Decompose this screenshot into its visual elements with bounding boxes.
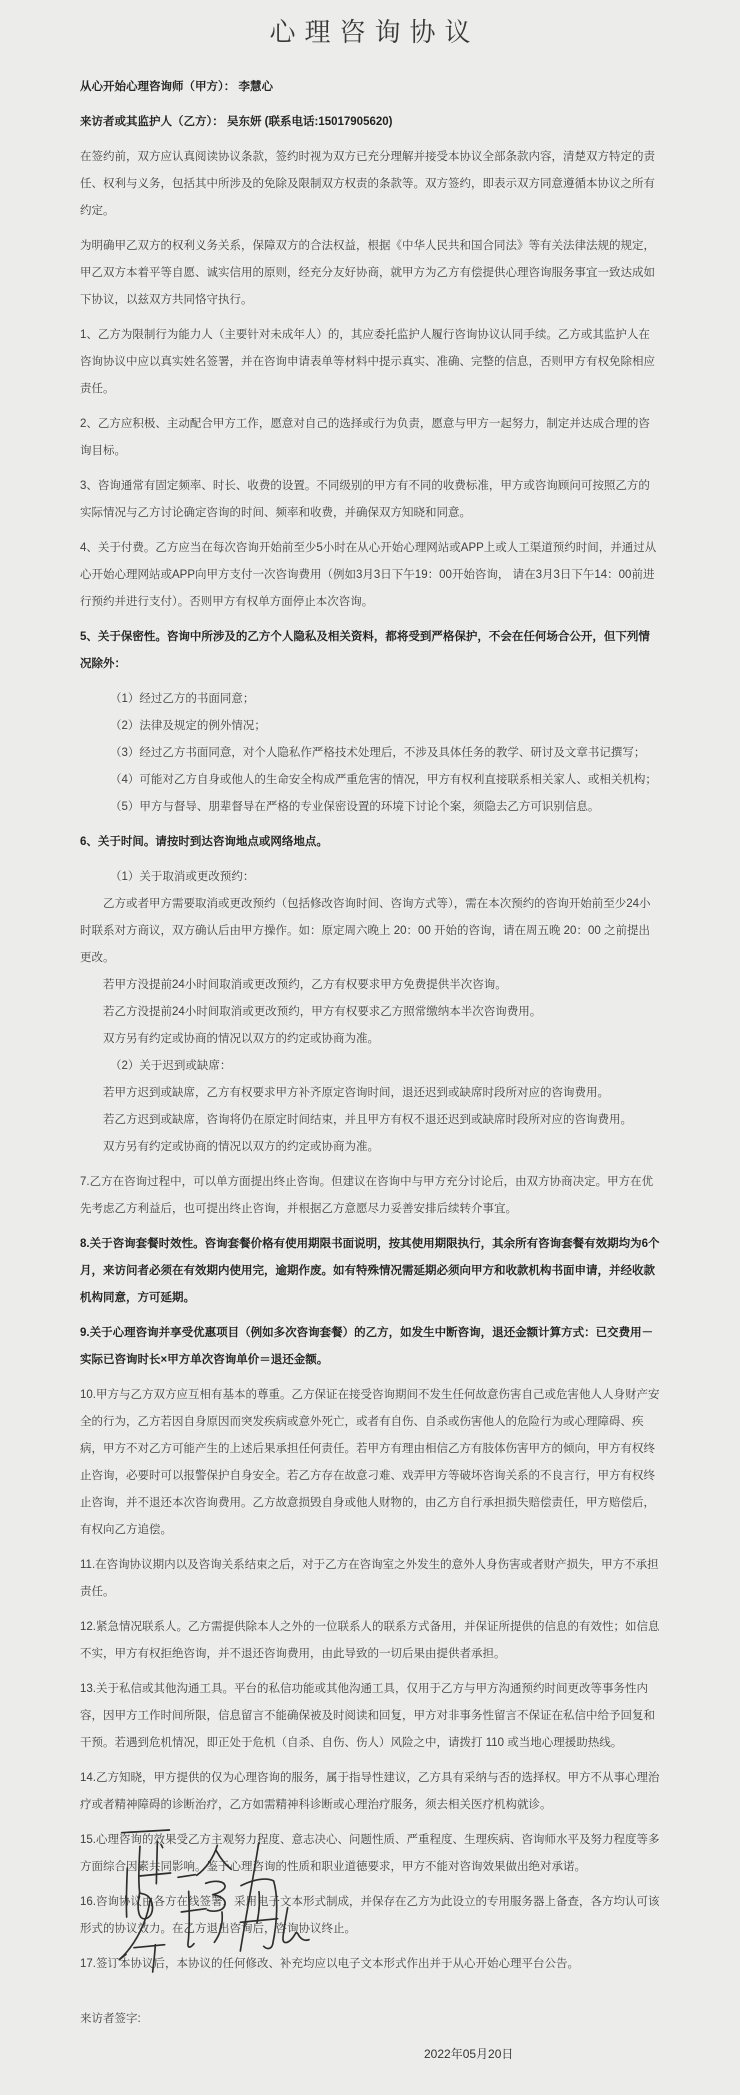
clause-paragraph: 5、关于保密性。咨询中所涉及的乙方个人隐私及相关资料，都将受到严格保护，不会在任何场合公开，但下列情况除外： — [80, 631, 650, 670]
clause-paragraph: （3）经过乙方书面同意，对个人隐私作严格技术处理后，不涉及具体任务的教学、研讨及文章书记撰写； — [110, 747, 646, 759]
clause-paragraph: 8.关于咨询套餐时效性。咨询套餐价格有使用期限书面说明，按其使用期限执行，其余所有咨询套餐有效期均为6个月，来访问者必须在有效期内使用完，逾期作废。如有特殊情况需延期必须向甲方和收款机构书面申请，并经收款机构同意，方可延期。 — [80, 1238, 660, 1304]
clause-paragraph: 双方另有约定或协商的情况以双方的约定或协商为准。 — [103, 1033, 379, 1045]
clause-paragraph: 12.紧急情况联系人。乙方需提供除本人之外的一位联系人的联系方式备用，并保证所提供的信息的有效性；如信息不实，甲方有权拒绝咨询，并不退还咨询费用，由此导致的一切后果由提供者承担。 — [80, 1621, 660, 1660]
signing-date: 2022年05月20日 — [424, 2047, 514, 2061]
clause-paragraph: （5）甲方与督导、朋辈督导在严格的专业保密设置的环境下讨论个案，须隐去乙方可识别信息。 — [110, 801, 600, 813]
clause-paragraph: 3、咨询通常有固定频率、时长、收费的设置。不同级别的甲方有不同的收费标准，甲方或咨询顾问可按照乙方的实际情况与乙方讨论确定咨询的时间、频率和收费，并确保双方知晓和同意。 — [80, 480, 650, 519]
clause-paragraph: 若乙方迟到或缺席，咨询将仍在原定时间结束，并且甲方有权不退还迟到或缺席时段所对应的咨询费用。 — [103, 1114, 632, 1126]
signature-image — [40, 1812, 360, 2012]
handwritten-signature — [40, 1812, 360, 2012]
clause-paragraph: （4）可能对乙方自身或他人的生命安全构成严重危害的情况，甲方有权利直接联系相关家人、或相关机构； — [110, 774, 657, 786]
clauses — [80, 144, 660, 1978]
clause-paragraph: 1、乙方为限制行为能力人（主要针对未成年人）的，其应委托监护人履行咨询协议认同手续。乙方或其监护人在咨询协议中应以真实姓名签署，并在咨询申请表单等材料中提示真实、准确、完整的信息，否则甲方有权免除相应责任。 — [80, 329, 655, 395]
clause-paragraph: （2）关于迟到或缺席： — [110, 1060, 232, 1072]
clause-paragraph: （2）法律及规定的例外情况； — [110, 720, 266, 732]
party-b-line: 来访者或其监护人（乙方）： 吴东妍 (联系电话:15017905620) — [80, 116, 393, 128]
clause-paragraph: 若甲方迟到或缺席，乙方有权要求甲方补齐原定咨询时间，退还迟到或缺席时段所对应的咨询费用。 — [103, 1087, 609, 1099]
clause-paragraph: 在签约前，双方应认真阅读协议条款，签约时视为双方已充分理解并接受本协议全部条款内容，清楚双方特定的责任、权利与义务，包括其中所涉及的免除及限制双方权责的条款等。双方签约，即表示双方同意遵循本协议之所有约定。 — [80, 151, 655, 217]
clause-paragraph: 17.签订本协议后，本协议的任何修改、补充均应以电子文本形式作出并于从心开始心理平台公告。 — [80, 1958, 579, 1970]
clause-paragraph: 4、关于付费。乙方应当在每次咨询开始前至少5小时在从心开始心理网站或APP上或人工渠道预约时间，并通过从心开始心理网站或APP向甲方支付一次咨询费用（例如3月3日下午19：00开始咨询， 请在3月3日下午14：00前进行预约并进行支付）。否则甲方有权单方面停止本次咨询。 — [80, 542, 657, 608]
clause-paragraph: 乙方或者甲方需要取消或更改预约（包括修改咨询时间、咨询方式等），需在本次预约的咨询开始前至少24小时联系对方商议，双方确认后由甲方操作。如：原定周六晚上 20：00 开始的咨询，请在周五晚 20：00 之前提出更改。 — [80, 898, 651, 964]
clause-paragraph: 10.甲方与乙方双方应互相有基本的尊重。乙方保证在接受咨询期间不发生任何故意伤害自己或危害他人人身财产安全的行为，乙方若因自身原因而突发疾病或意外死亡，或者有自伤、自杀或伤害他人的危险行为或心理障碍、疾病，甲方不对乙方可能产生的上述后果承担任何责任。若甲方有理由相信乙方有肢体伤害甲方的倾向，甲方有权终止咨询，必要时可以报警保护自身安全。若乙方存在故意刁难、戏弄甲方等破坏咨询关系的不良言行，甲方有权终止咨询，并不退还本次咨询费用。乙方故意损毁自身或他人财物的，由乙方自行承担损失赔偿责任，甲方赔偿后，有权向乙方追偿。 — [80, 1389, 660, 1536]
clause-paragraph: 若甲方没提前24小时间取消或更改预约，乙方有权要求甲方免费提供半次咨询。 — [103, 979, 507, 991]
clause-paragraph: 2、乙方应积极、主动配合甲方工作，愿意对自己的选择或行为负责，愿意与甲方一起努力，制定并达成合理的咨询目标。 — [80, 418, 650, 457]
clause-paragraph: （1）关于取消或更改预约： — [110, 871, 255, 883]
clause-paragraph: （1）经过乙方的书面同意； — [110, 693, 255, 705]
page-title: 心理咨询协议 — [269, 17, 480, 47]
clause-paragraph: 16.咨询协议由各方在线签署，采用电子文本形式制成，并保存在乙方为此设立的专用服务器上备查，各方均认可该形式的协议效力。在乙方退出咨询后，咨询协议终止。 — [80, 1896, 660, 1935]
party-a-line: 从心开始心理咨询师（甲方）： 李慧心 — [80, 81, 273, 93]
clause-paragraph: 6、关于时间。请按时到达咨询地点或网络地点。 — [80, 836, 328, 848]
clause-paragraph: 11.在咨询协议期内以及咨询关系结束之后，对于乙方在咨询室之外发生的意外人身伤害或者财产损失，甲方不承担责任。 — [80, 1559, 659, 1598]
clause-paragraph: 双方另有约定或协商的情况以双方的约定或协商为准。 — [103, 1141, 379, 1153]
clause-paragraph: 9.关于心理咨询并享受优惠项目（例如多次咨询套餐）的乙方，如发生中断咨询，退还金额计算方式：已交费用－实际已咨询时长×甲方单次咨询单价＝退还金额。 — [80, 1327, 654, 1366]
clause-paragraph: 若乙方没提前24小时间取消或更改预约，甲方有权要求乙方照常缴纳本半次咨询费用。 — [103, 1006, 542, 1018]
visitor-signature-label: 来访者签字: — [80, 2013, 141, 2025]
clause-paragraph: 7.乙方在咨询过程中，可以单方面提出终止咨询。但建议在咨询中与甲方充分讨论后，由双方协商决定。甲方在优先考虑乙方利益后，也可提出终止咨询，并根据乙方意愿尽力妥善安排后续转介事宜。 — [80, 1176, 654, 1215]
clause-paragraph: 14.乙方知晓，甲方提供的仅为心理咨询的服务，属于指导性建议，乙方具有采纳与否的选择权。甲方不从事心理治疗或者精神障碍的诊断治疗，乙方如需精神科诊断或心理治疗服务，须去相关医疗机构就诊。 — [80, 1772, 660, 1811]
clause-paragraph: 15.心理咨询的效果受乙方主观努力程度、意志决心、问题性质、严重程度、生理疾病、咨询师水平及努力程度等多方面综合因素共同影响。鉴于心理咨询的性质和职业道德要求，甲方不能对咨询效果做出绝对承诺。 — [80, 1834, 660, 1873]
clause-paragraph: 13.关于私信或其他沟通工具。平台的私信功能或其他沟通工具，仅用于乙方与甲方沟通预约时间更改等事务性内容，因甲方工作时间所限，信息留言不能确保被及时阅读和回复，甲方对非事务性留言不保证在私信中给予回复和干预。若遇到危机情况，即正处于危机（自杀、自伤、伤人）风险之中，请拨打 110 或当地心理援助热线。 — [80, 1683, 655, 1749]
clause-paragraph: 为明确甲乙双方的权利义务关系，保障双方的合法权益，根据《中华人民共和国合同法》等有关法律法规的规定，甲乙双方本着平等自愿、诚实信用的原则，经充分友好协商，就甲方为乙方有偿提供心理咨询服务事宜一致达成如下协议，以兹双方共同恪守执行。 — [80, 240, 655, 306]
